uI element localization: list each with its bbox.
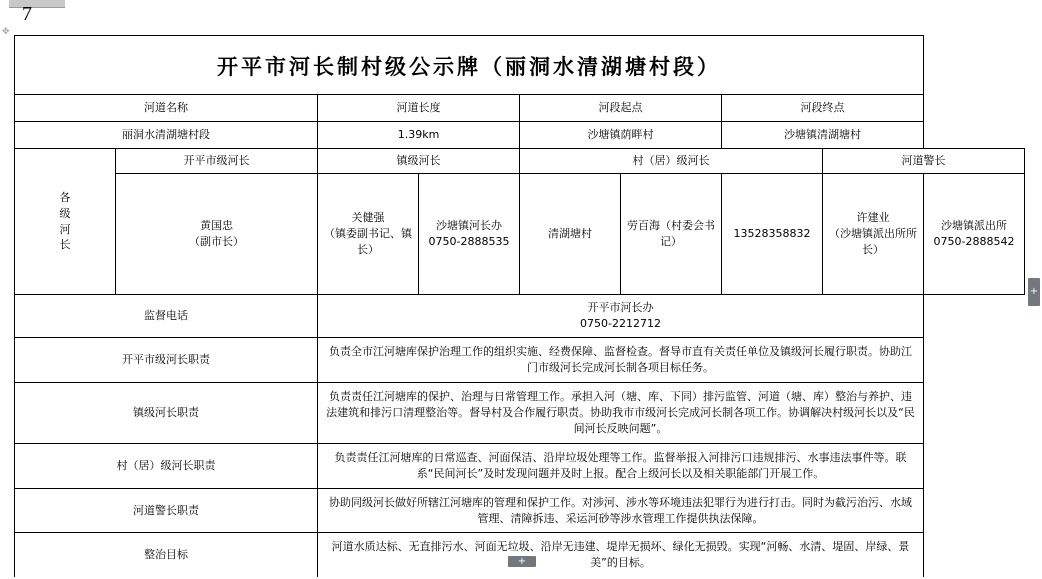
info-header-start-point: 河段起点 — [520, 95, 722, 122]
info-value-end-point: 沙塘镇清湖塘村 — [722, 122, 924, 149]
chief-village-village: 清湖塘村 — [548, 227, 592, 241]
supervision-label: 监督电话 — [15, 295, 318, 338]
info-value-river-name: 丽洞水清湖塘村段 — [15, 122, 318, 149]
board-title-cell — [15, 36, 924, 95]
duty-label-village: 村（居）级河长职责 — [15, 443, 318, 488]
chiefs-side-label-char-3: 河 — [59, 222, 71, 236]
board-title: 开平市河长制村级公示牌（丽洞水清湖塘村段） — [217, 53, 721, 79]
chief-group-town: 镇级河长 — [318, 149, 520, 174]
chief-police-name: 许建业 — [856, 211, 890, 225]
duty-label-town: 镇级河长职责 — [15, 382, 318, 443]
supervision-number: 0750-2212712 — [580, 317, 661, 330]
chief-police-title: （沙塘镇派出所所长） — [829, 227, 917, 256]
chief-town-office-phone: 0750-2888535 — [428, 235, 510, 248]
duty-row-village — [15, 443, 1025, 488]
duty-text-city: 负责全市江河塘库保护治理工作的组织实施、经费保障、监督检查。督导市直有关责任单位及镇级河长履行职责。协助江门市级河长完成河长制各项目标任务。 — [318, 338, 924, 383]
chief-group-police: 河道警长 — [823, 149, 1025, 174]
title-row — [15, 36, 1025, 95]
chief-police-person-cell — [823, 174, 924, 295]
info-header-river-length: 河道长度 — [318, 95, 520, 122]
chief-village-person: 劳百海（村委会书记） — [627, 219, 715, 248]
supervision-office: 开平市河长办 — [587, 301, 654, 315]
duty-label-police: 河道警长职责 — [15, 488, 318, 533]
info-value-start-point: 沙塘镇荫畔村 — [520, 122, 722, 149]
chiefs-side-label-char-4: 长 — [59, 238, 71, 252]
chief-town-office-name: 沙塘镇河长办 — [436, 219, 502, 233]
duty-row-police — [15, 488, 1025, 533]
chief-town-title: （镇委副书记、镇长） — [324, 227, 412, 256]
chief-town-name: 关健强 — [351, 211, 385, 225]
chief-village-phone: 13528358832 — [733, 227, 811, 241]
move-cursor-icon: ✥ — [2, 27, 10, 37]
duty-text-goal: 河道水质达标、无直排污水、河面无垃圾、沿岸无违建、堤岸无损坏、绿化无损毁。实现“河畅、水清、堤固、岸绿、景美”的目标。 — [318, 533, 924, 578]
duty-text-village: 负责责任江河塘库的日常巡查、河面保洁、沿岸垃圾处理等工作。监督举报入河排污口违规排污、水事违法事件等。联系“民间河长”及时发现问题并及时上报。配合上级河长以及相关职能部门开展工作。 — [318, 443, 924, 488]
chief-city-name: 黄国忠 — [200, 219, 233, 233]
chief-police-station-name: 沙塘镇派出所 — [941, 219, 1007, 233]
info-header-end-point: 河段终点 — [722, 95, 924, 122]
chief-city-title: （副市长） — [189, 235, 244, 248]
info-header-river-name: 河道名称 — [15, 95, 318, 122]
supervision-row — [15, 295, 1025, 338]
duty-label-city: 开平市级河长职责 — [15, 338, 318, 383]
chiefs-side-label-char-2: 级 — [59, 206, 71, 220]
chief-names-row — [15, 174, 1025, 295]
public-notice-board-table — [14, 35, 1025, 578]
chief-village-name-cell — [520, 174, 621, 295]
supervision-value-cell — [318, 295, 924, 338]
resize-handle-bottom[interactable]: + — [508, 556, 536, 567]
chief-group-header-row — [15, 149, 1025, 174]
chief-village-phone-cell — [722, 174, 823, 295]
chiefs-side-label-char-1: 各 — [59, 190, 71, 204]
chiefs-side-label — [15, 149, 116, 295]
page-number: 7 — [22, 3, 32, 25]
chief-town-office-cell — [419, 174, 520, 295]
chief-town-cell — [318, 174, 419, 295]
chief-group-village: 村（居）级河长 — [520, 149, 823, 174]
resize-handle-right[interactable]: + — [1028, 278, 1040, 306]
info-value-row — [15, 122, 1025, 149]
chief-police-station-cell — [924, 174, 1025, 295]
duty-text-police: 协助同级河长做好所辖江河塘库的管理和保护工作。对涉河、涉水等环境违法犯罪行为进行打击。同时为截污治污、水域管理、清障拆违、采运河砂等涉水管理工作提供执法保障。 — [318, 488, 924, 533]
chief-police-station-phone: 0750-2888542 — [933, 235, 1015, 248]
duty-label-goal: 整治目标 — [15, 533, 318, 578]
chief-village-person-cell — [621, 174, 722, 295]
duty-row-city — [15, 338, 1025, 383]
info-value-river-length: 1.39km — [318, 122, 520, 149]
duty-row-town — [15, 382, 1025, 443]
duty-text-town: 负责责任江河塘库的保护、治理与日常管理工作。承担入河（塘、库、下同）排污监管、河道（塘、库）整治与养护、违法建筑和排污口清理整治等。督导村及合作履行职责。协助我市市级河长完成河长制各项工作。协调解决村级河长以及“民间河长反映问题”。 — [318, 382, 924, 443]
chief-city-cell — [116, 174, 318, 295]
ruler-strip — [9, 0, 65, 8]
info-header-row — [15, 95, 1025, 122]
chief-group-city: 开平市级河长 — [116, 149, 318, 174]
